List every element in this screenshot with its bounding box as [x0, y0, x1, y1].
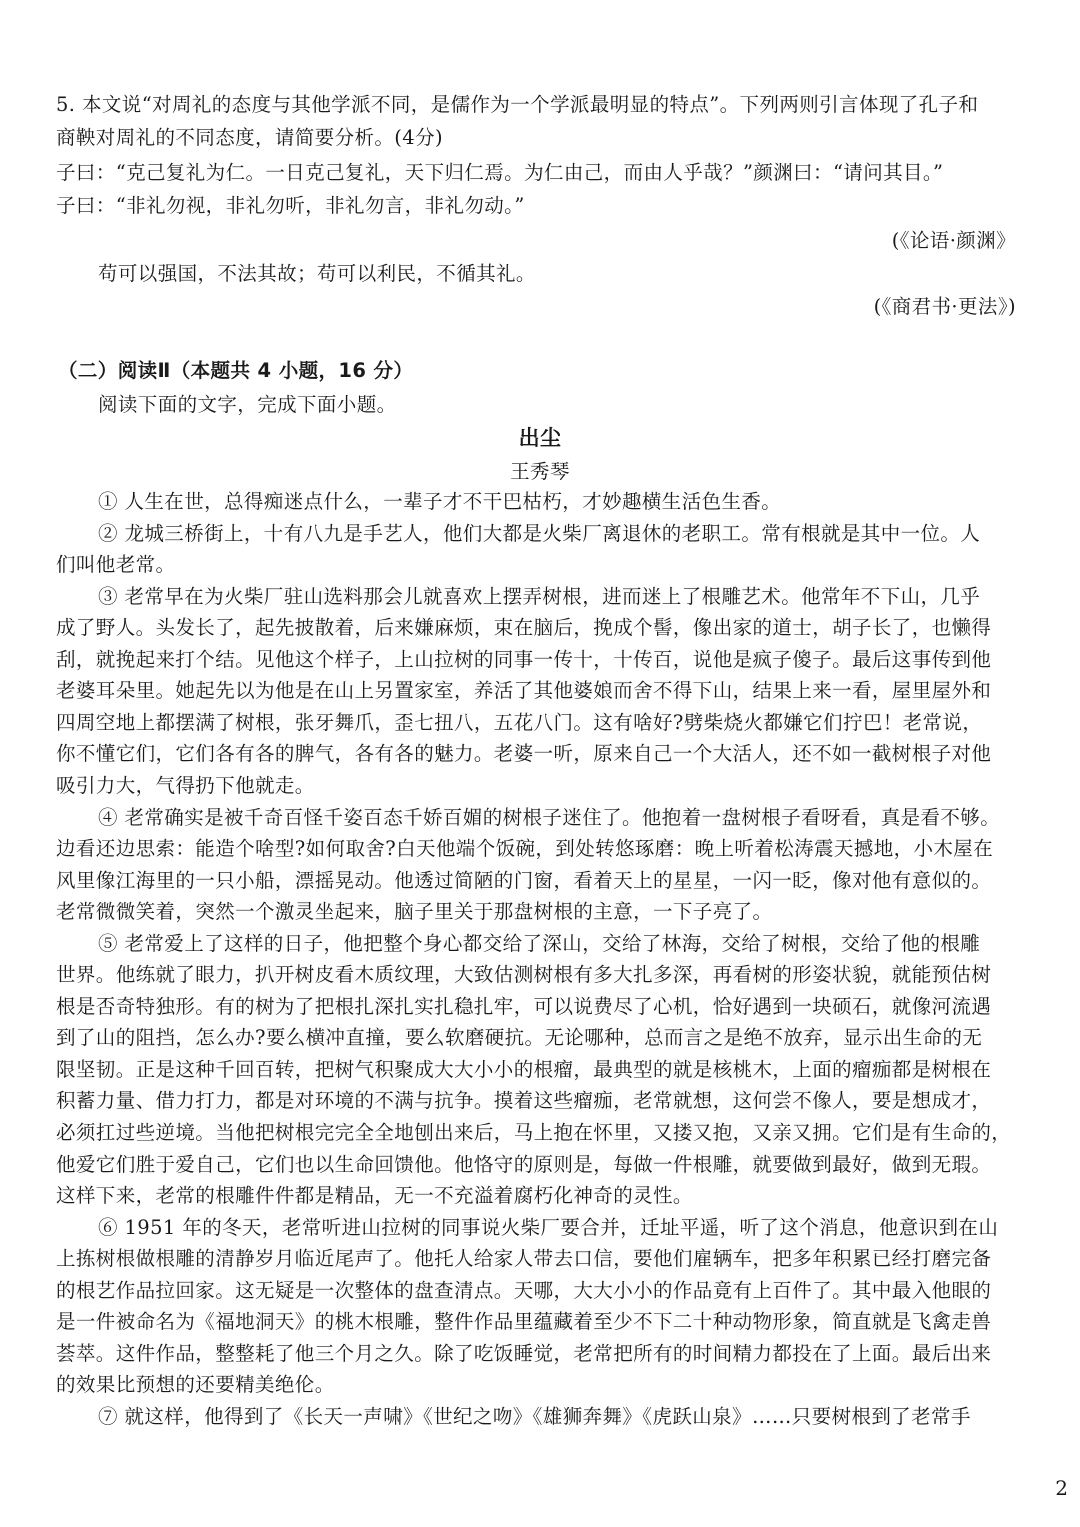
section-instruction: 阅读下面的文字，完成下面小题。	[98, 393, 397, 416]
article-line: 们叫他老常。	[56, 553, 176, 576]
quote-2: 苟可以强国，不法其故；苟可以利民，不循其礼。	[98, 262, 536, 285]
article-line: ⑤ 老常爱上了这样的日子，他把整个身心都交给了深山，交给了林海，交给了树根，交给了他的根雕	[98, 932, 981, 955]
article-line: 边看还边思索：能造个啥型?如何取舍?白天他端个饭碗，到处转悠琢磨：晚上听着松涛震天撼地，小木屋在	[56, 837, 994, 860]
article-line: ② 龙城三桥街上，十有八九是手艺人，他们大都是火柴厂离退休的老职工。常有根就是其中一位。人	[98, 522, 981, 545]
article-line: 上拣树根做根雕的清静岁月临近尾声了。他托人给家人带去口信，要他们雇辆车，把多年积累已经打磨完备	[56, 1247, 992, 1270]
article-line: 这样下来，老常的根雕件件都是精品，无一不充溢着腐朽化神奇的灵性。	[56, 1184, 693, 1207]
article-title: 出尘	[518, 426, 562, 450]
quote-1-source: (《论语·颜渊》	[891, 229, 1016, 252]
article-line: 的效果比预想的还要精美绝伦。	[56, 1373, 335, 1396]
question-5-line-2: 商鞅对周礼的不同态度，请简要分析。(4分)	[56, 126, 444, 149]
article-line: 荟萃。这件作品，整整耗了他三个月之久。除了吃饭睡觉，老常把所有的时间精力都投在了上面。最后出来	[56, 1342, 992, 1365]
article-line: 刮，就挽起来打个结。见他这个样子，上山拉树的同事一传十，十传百，说他是疯子傻子。最后这事传到他	[56, 648, 992, 671]
article-line: 四周空地上都摆满了树根，张牙舞爪，歪七扭八，五花八门。这有啥好?劈柴烧火都嫌它们拧巴！老常说，	[56, 711, 983, 734]
question-5-line-1: 5. 本文说“对周礼的态度与其他学派不同，是儒作为一个学派最明显的特点”。下列两则引言体现了孔子和	[56, 93, 979, 116]
page-number: 2	[1055, 1476, 1068, 1500]
article-line: ⑥ 1951 年的冬天，老常听进山拉树的同事说火柴厂要合并，迁址平遥，听了这个消息，他意识到在山	[98, 1216, 999, 1239]
article-line: 世界。他练就了眼力，扒开树皮看木质纹理，大致估测树根有多大扎多深，再看树的形姿状貌，就能预估树	[56, 963, 992, 986]
article-author: 王秀琴	[510, 460, 570, 483]
section-heading: （二）阅读Ⅱ（本题共 4 小题，16 分）	[58, 359, 414, 382]
article-line: 是一件被命名为《福地洞天》的桃木根雕，整件作品里蕴藏着至少不下二十种动物形象，简直就是飞禽走兽	[56, 1310, 992, 1333]
quote-1-line-2: 子曰：“非礼勿视，非礼勿听，非礼勿言，非礼勿动。”	[56, 194, 525, 217]
article-line: 你不懂它们，它们各有各的脾气，各有各的魅力。老婆一听，原来自己一个大活人，还不如一截树根子对他	[56, 742, 992, 765]
article-line: ③ 老常早在为火柴厂驻山选料那会儿就喜欢上摆弄树根，进而迷上了根雕艺术。他常年不下山，几乎	[98, 585, 981, 608]
article-line: 到了山的阻挡，怎么办?要么横冲直撞，要么软磨硬抗。无论哪种，总而言之是绝不放弃，显示出生命的无	[56, 1026, 983, 1049]
article-line: 的根艺作品拉回家。这无疑是一次整体的盘查清点。天哪，大大小小的作品竟有上百件了。其中最入他眼的	[56, 1279, 992, 1302]
article-line: ④ 老常确实是被千奇百怪千姿百态千娇百媚的树根子迷住了。他抱着一盘树根子看呀看，真是看不够。	[98, 806, 1001, 829]
article-line: 老常微微笑着，突然一个激灵坐起来，脑子里关于那盘树根的主意，一下子亮了。	[56, 900, 773, 923]
quote-1-line-1: 子曰：“克己复礼为仁。一日克己复礼，天下归仁焉。为仁由己，而由人乎哉？”颜渊曰：“请问其目。”	[56, 161, 944, 184]
article-line: 他爱它们胜于爱自己，它们也以生命回馈他。他恪守的原则是，每做一件根雕，就要做到最好，做到无瑕。	[56, 1153, 992, 1176]
article-line: 吸引力大，气得扔下他就走。	[56, 774, 315, 797]
article-line: 老婆耳朵里。她起先以为他是在山上另置家室，养活了其他婆娘而舍不得下山，结果上来一看，屋里屋外和	[56, 679, 992, 702]
article-line: ⑦ 就这样，他得到了《长天一声啸》《世纪之吻》《雄狮奔舞》《虎跃山泉》……只要树根到了老常手	[98, 1405, 971, 1428]
quote-2-source: (《商君书·更法》)	[873, 295, 1016, 318]
article-line: 必须扛过些逆境。当他把树根完完全全地刨出来后，马上抱在怀里，又搂又抱，又亲又拥。它们是有生命的，	[56, 1121, 1012, 1144]
article-line: 成了野人。头发长了，起先披散着，后来嫌麻烦，束在脑后，挽成个髻，像出家的道士，胡子长了，也懒得	[56, 616, 992, 639]
article-line: 风里像江海里的一只小船，漂摇晃动。他透过简陋的门窗，看着天上的星星，一闪一眨，像对他有意似的。	[56, 869, 992, 892]
article-line: 积蓄力量、借力打力，都是对环境的不满与抗争。摸着这些瘤痂，老常就想，这何尝不像人，要是想成才，	[56, 1089, 992, 1112]
article-line: 根是否奇特独形。有的树为了把根扎深扎实扎稳扎牢，可以说费尽了心机，恰好遇到一块硕石，就像河流遇	[56, 995, 992, 1018]
article-line: 限坚韧。正是这种千回百转，把树气积聚成大大小小的根瘤，最典型的就是核桃木，上面的瘤痂都是树根在	[56, 1058, 992, 1081]
article-line: ① 人生在世，总得痴迷点什么，一辈子才不干巴枯朽，才妙趣横生活色生香。	[98, 490, 782, 513]
